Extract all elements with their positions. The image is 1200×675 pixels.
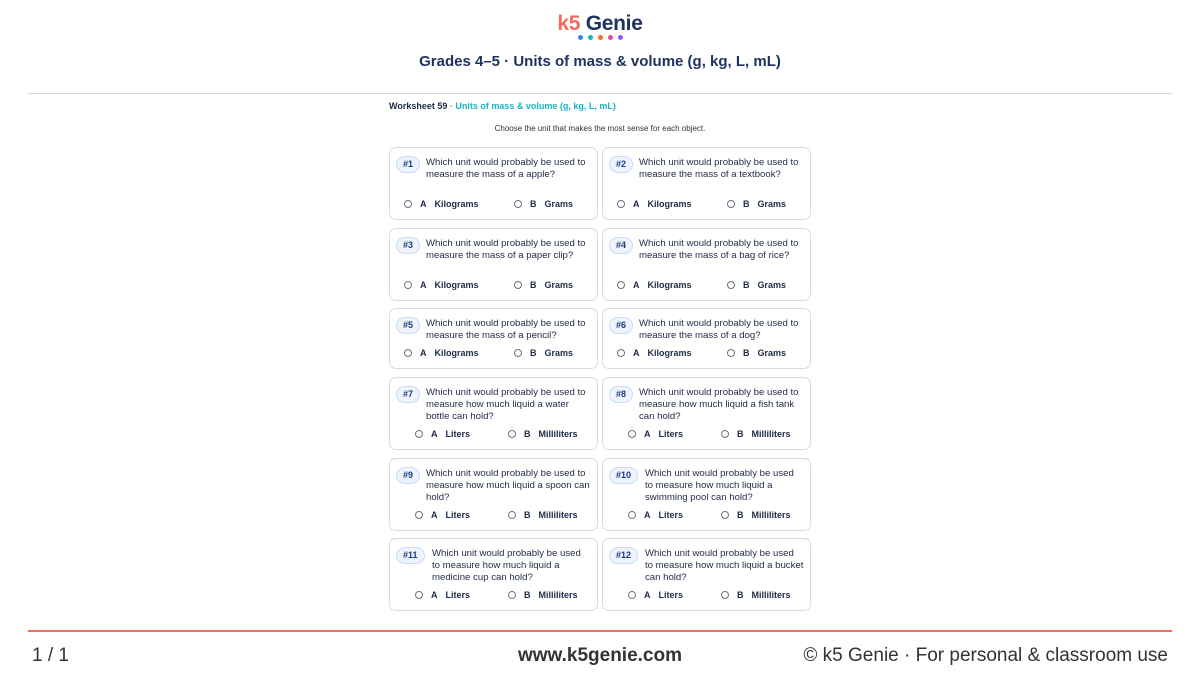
radio-button-icon[interactable] bbox=[415, 511, 423, 519]
option-label: Grams bbox=[544, 199, 574, 209]
radio-button-icon[interactable] bbox=[508, 430, 516, 438]
question-card bbox=[602, 228, 811, 301]
logo-dots bbox=[578, 35, 623, 40]
radio-button-icon[interactable] bbox=[514, 200, 522, 208]
page-subtitle: Grades 4–5 · Units of mass & volume (g, kg, L, mL) bbox=[419, 53, 781, 70]
option-letter: B bbox=[524, 510, 531, 520]
answer-options bbox=[603, 348, 810, 360]
question-number-badge: #5 bbox=[396, 317, 420, 334]
question-card bbox=[389, 308, 598, 369]
worksheet-instructions: Choose the unit that makes the most sense for each object. bbox=[494, 124, 706, 133]
option-label: Milliliters bbox=[751, 510, 791, 520]
question-card bbox=[389, 228, 598, 301]
question-text: Which unit would probably be used to measure the mass of a bag of rice? bbox=[639, 238, 799, 261]
option-a[interactable] bbox=[404, 348, 479, 358]
radio-button-icon[interactable] bbox=[617, 200, 625, 208]
option-letter: A bbox=[420, 199, 427, 209]
option-letter: A bbox=[420, 280, 427, 290]
option-b[interactable] bbox=[721, 590, 791, 600]
footer-copyright: © k5 Genie · For personal & classroom use bbox=[803, 645, 1168, 666]
option-a[interactable] bbox=[628, 429, 683, 439]
question-text: Which unit would probably be used to measure the mass of a apple? bbox=[426, 157, 586, 180]
option-b[interactable] bbox=[727, 348, 786, 358]
option-label: Grams bbox=[757, 199, 787, 209]
question-card bbox=[602, 308, 811, 369]
worksheet-topic: Units of mass & volume (g, kg, L, mL) bbox=[455, 101, 616, 111]
question-number-badge: #1 bbox=[396, 156, 420, 173]
logo-dot bbox=[588, 35, 593, 40]
radio-button-icon[interactable] bbox=[628, 591, 636, 599]
brand-logo bbox=[0, 12, 1200, 36]
radio-button-icon[interactable] bbox=[514, 281, 522, 289]
question-card bbox=[389, 147, 598, 220]
footer-divider bbox=[28, 630, 1172, 632]
worksheet-heading bbox=[389, 101, 616, 111]
option-letter: B bbox=[743, 280, 750, 290]
option-letter: A bbox=[633, 280, 640, 290]
option-a[interactable] bbox=[415, 510, 470, 520]
option-b[interactable] bbox=[727, 280, 786, 290]
question-number-badge: #8 bbox=[609, 386, 633, 403]
option-a[interactable] bbox=[404, 280, 479, 290]
option-letter: B bbox=[737, 510, 744, 520]
answer-options bbox=[390, 429, 597, 441]
option-letter: B bbox=[737, 590, 744, 600]
answer-options bbox=[603, 590, 810, 602]
question-text: Which unit would probably be used to measure how much liquid a spoon can hold? bbox=[426, 468, 590, 503]
radio-button-icon[interactable] bbox=[727, 200, 735, 208]
option-a[interactable] bbox=[617, 348, 692, 358]
question-card bbox=[602, 458, 811, 531]
answer-options bbox=[603, 199, 810, 211]
question-text: Which unit would probably be used to measure how much liquid a swimming pool can hold? bbox=[645, 468, 794, 503]
option-a[interactable] bbox=[628, 510, 683, 520]
question-number-badge: #7 bbox=[396, 386, 420, 403]
option-a[interactable] bbox=[415, 590, 470, 600]
option-letter: A bbox=[633, 199, 640, 209]
radio-button-icon[interactable] bbox=[721, 430, 729, 438]
option-b[interactable] bbox=[721, 429, 791, 439]
page-counter: 1 / 1 bbox=[32, 645, 69, 666]
question-number-badge: #9 bbox=[396, 467, 420, 484]
radio-button-icon[interactable] bbox=[404, 349, 412, 357]
option-label: Kilograms bbox=[434, 199, 479, 209]
question-text: Which unit would probably be used to measure the mass of a textbook? bbox=[639, 157, 799, 180]
option-letter: B bbox=[743, 348, 750, 358]
question-text: Which unit would probably be used to measure the mass of a paper clip? bbox=[426, 238, 586, 261]
logo-genie: Genie bbox=[585, 12, 643, 35]
radio-button-icon[interactable] bbox=[727, 349, 735, 357]
option-label: Liters bbox=[658, 510, 684, 520]
option-b[interactable] bbox=[514, 348, 573, 358]
option-letter: B bbox=[530, 280, 537, 290]
answer-options bbox=[603, 510, 810, 522]
option-label: Milliliters bbox=[538, 510, 578, 520]
option-label: Kilograms bbox=[434, 280, 479, 290]
question-text: Which unit would probably be used to measure how much liquid a fish tank can hold? bbox=[639, 387, 799, 422]
logo-dot bbox=[618, 35, 623, 40]
logo-dot bbox=[608, 35, 613, 40]
option-letter: B bbox=[524, 590, 531, 600]
worksheet-separator: · bbox=[449, 101, 453, 111]
option-label: Milliliters bbox=[751, 590, 791, 600]
option-letter: A bbox=[633, 348, 640, 358]
worksheet-label: Worksheet 59 bbox=[389, 101, 448, 111]
question-number-badge: #3 bbox=[396, 237, 420, 254]
option-a[interactable] bbox=[617, 280, 692, 290]
question-card bbox=[602, 377, 811, 450]
option-b[interactable] bbox=[508, 510, 578, 520]
radio-button-icon[interactable] bbox=[628, 511, 636, 519]
radio-button-icon[interactable] bbox=[514, 349, 522, 357]
option-letter: A bbox=[431, 429, 438, 439]
option-letter: B bbox=[530, 199, 537, 209]
footer-website: www.k5genie.com bbox=[517, 645, 682, 666]
option-label: Milliliters bbox=[538, 429, 578, 439]
radio-button-icon[interactable] bbox=[721, 511, 729, 519]
answer-options bbox=[390, 199, 597, 211]
option-b[interactable] bbox=[721, 510, 791, 520]
radio-button-icon[interactable] bbox=[404, 281, 412, 289]
header-divider bbox=[28, 93, 1172, 94]
radio-button-icon[interactable] bbox=[721, 591, 729, 599]
question-number-badge: #12 bbox=[609, 547, 638, 564]
radio-button-icon[interactable] bbox=[404, 200, 412, 208]
option-letter: B bbox=[530, 348, 537, 358]
logo-dot bbox=[598, 35, 603, 40]
radio-button-icon[interactable] bbox=[415, 591, 423, 599]
question-card bbox=[389, 538, 598, 611]
logo-dot bbox=[578, 35, 583, 40]
option-a[interactable] bbox=[617, 199, 692, 209]
option-label: Liters bbox=[658, 590, 684, 600]
question-text: Which unit would probably be used to measure how much liquid a medicine cup can hold? bbox=[432, 548, 581, 583]
option-letter: B bbox=[524, 429, 531, 439]
answer-options bbox=[390, 510, 597, 522]
option-label: Kilograms bbox=[647, 199, 692, 209]
option-b[interactable] bbox=[514, 199, 573, 209]
question-number-badge: #2 bbox=[609, 156, 633, 173]
radio-button-icon[interactable] bbox=[617, 349, 625, 357]
radio-button-icon[interactable] bbox=[628, 430, 636, 438]
option-b[interactable] bbox=[508, 590, 578, 600]
radio-button-icon[interactable] bbox=[415, 430, 423, 438]
option-a[interactable] bbox=[628, 590, 683, 600]
option-letter: B bbox=[737, 429, 744, 439]
option-label: Grams bbox=[544, 348, 574, 358]
question-text: Which unit would probably be used to measure the mass of a pencil? bbox=[426, 318, 586, 341]
option-label: Liters bbox=[445, 590, 471, 600]
answer-options bbox=[390, 348, 597, 360]
option-b[interactable] bbox=[727, 199, 786, 209]
option-a[interactable] bbox=[415, 429, 470, 439]
radio-button-icon[interactable] bbox=[508, 591, 516, 599]
answer-options bbox=[390, 590, 597, 602]
question-number-badge: #10 bbox=[609, 467, 638, 484]
option-letter: B bbox=[743, 199, 750, 209]
radio-button-icon[interactable] bbox=[508, 511, 516, 519]
question-card bbox=[389, 458, 598, 531]
option-label: Grams bbox=[757, 280, 787, 290]
option-label: Grams bbox=[757, 348, 787, 358]
option-b[interactable] bbox=[508, 429, 578, 439]
question-text: Which unit would probably be used to measure how much liquid a water bottle can hold? bbox=[426, 387, 586, 422]
question-card bbox=[389, 377, 598, 450]
radio-button-icon[interactable] bbox=[617, 281, 625, 289]
question-text: Which unit would probably be used to measure how much liquid a bucket can hold? bbox=[645, 548, 804, 583]
option-letter: A bbox=[644, 429, 651, 439]
answer-options bbox=[390, 280, 597, 292]
option-a[interactable] bbox=[404, 199, 479, 209]
question-number-badge: #11 bbox=[396, 547, 425, 564]
answer-options bbox=[603, 429, 810, 441]
option-letter: A bbox=[644, 590, 651, 600]
option-letter: A bbox=[644, 510, 651, 520]
option-letter: A bbox=[431, 590, 438, 600]
option-label: Kilograms bbox=[434, 348, 479, 358]
option-label: Milliliters bbox=[538, 590, 578, 600]
option-b[interactable] bbox=[514, 280, 573, 290]
option-label: Liters bbox=[658, 429, 684, 439]
option-label: Liters bbox=[445, 429, 471, 439]
question-text: Which unit would probably be used to measure the mass of a dog? bbox=[639, 318, 799, 341]
logo-k5: k5 bbox=[557, 12, 581, 35]
question-card bbox=[602, 147, 811, 220]
option-label: Kilograms bbox=[647, 280, 692, 290]
option-label: Grams bbox=[544, 280, 574, 290]
option-label: Liters bbox=[445, 510, 471, 520]
option-label: Milliliters bbox=[751, 429, 791, 439]
option-letter: A bbox=[431, 510, 438, 520]
option-label: Kilograms bbox=[647, 348, 692, 358]
radio-button-icon[interactable] bbox=[727, 281, 735, 289]
option-letter: A bbox=[420, 348, 427, 358]
answer-options bbox=[603, 280, 810, 292]
question-card bbox=[602, 538, 811, 611]
question-number-badge: #4 bbox=[609, 237, 633, 254]
question-number-badge: #6 bbox=[609, 317, 633, 334]
